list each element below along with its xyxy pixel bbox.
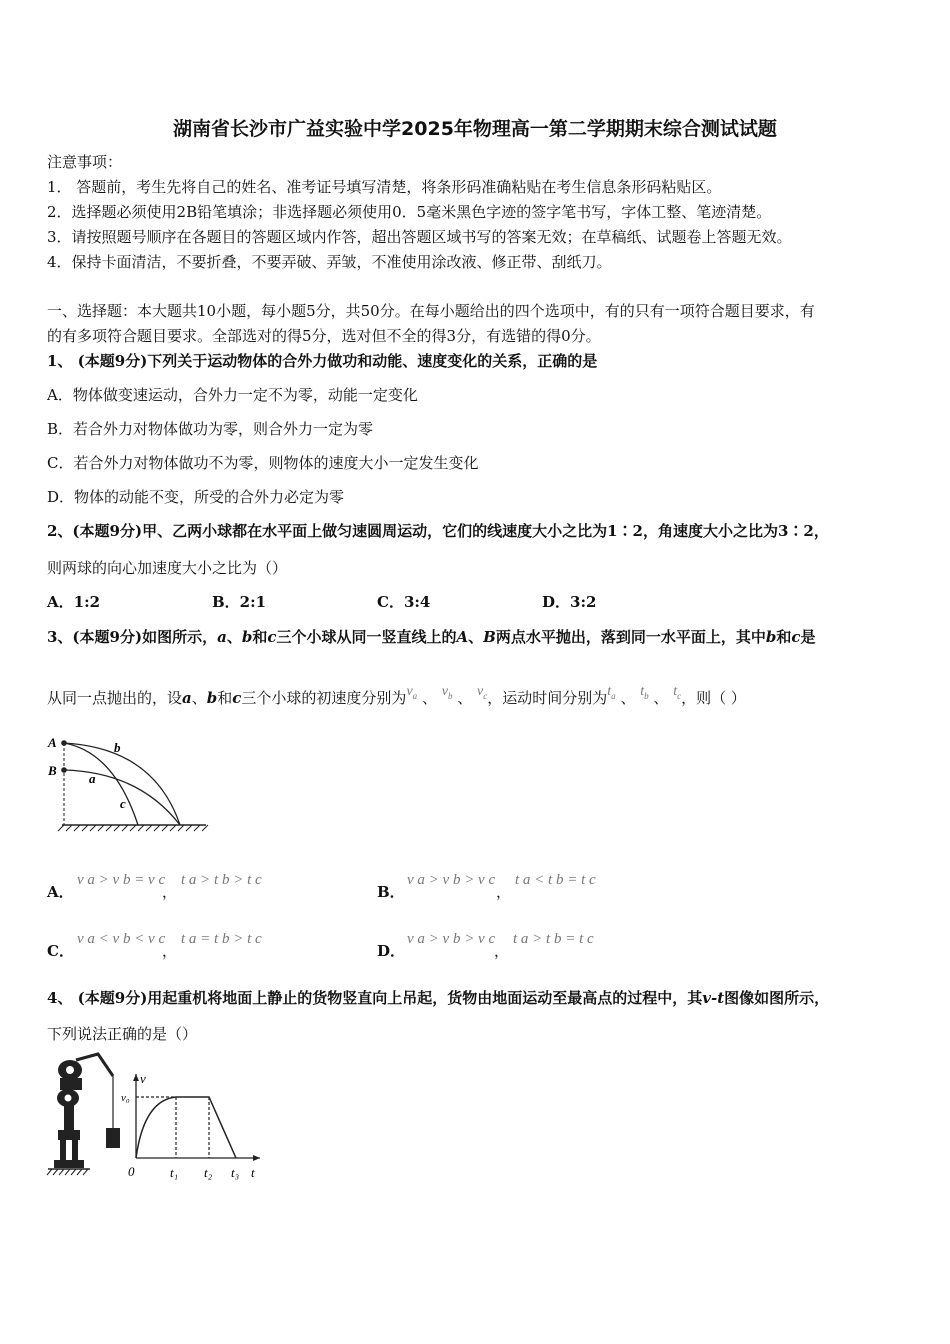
q2-stem-line-2: 则两球的向心加速度大小之比为（） bbox=[47, 559, 288, 577]
t3-label: t₃ bbox=[231, 1165, 240, 1180]
q3-option-c-label: C． bbox=[47, 942, 74, 960]
note-item-2: 2．选择题必须使用2B铅笔填涂；非选择题必须使用0．5毫米黑色字迹的签字笔书写，字体工整、笔迹清楚。 bbox=[47, 203, 772, 221]
q3-option-b-comma: ， bbox=[496, 883, 512, 901]
q3-option-c-v: v a < v b < v c bbox=[77, 931, 166, 947]
q2-option-d: D．3:2 bbox=[542, 593, 597, 611]
symbol-tb: $t_b$ bbox=[640, 684, 649, 701]
note-item-1: 1． 答题前，考生先将自己的姓名、准考证号填写清楚，将条形码准确粘贴在考生信息条形码粘贴区。 bbox=[47, 178, 722, 196]
symbol-vc: $v_c$ bbox=[477, 684, 488, 701]
q2-stem-line-1: 2、(本题9分)甲、乙两小球都在水平面上做匀速圆周运动，它们的线速度大小之比为1∶2，角速度大小之比为3∶2， bbox=[47, 522, 829, 540]
symbol-va: $v_a$ bbox=[406, 684, 418, 701]
v0-label: v₀ bbox=[121, 1092, 130, 1104]
q3-option-b-t: t a < t b = t c bbox=[515, 872, 596, 888]
q3-option-d-label: D． bbox=[377, 942, 406, 960]
q1-option-b: B．若合外力对物体做功为零，则合外力一定为零 bbox=[47, 420, 374, 438]
t-axis-label: t bbox=[251, 1165, 255, 1180]
curve-b-label: b bbox=[114, 740, 121, 755]
trajectory-b bbox=[64, 743, 180, 825]
q3-projectile-figure bbox=[44, 730, 214, 840]
q4-stem-line-1: 4、 (本题9分)用起重机将地面上静止的货物竖直向上吊起，货物由地面运动至最高点的过程中，其v-t图像如图所示， bbox=[47, 989, 830, 1007]
section-intro-line-2: 的有多项符合题目要求。全部选对的得5分，选对但不全的得3分，有选错的得0分。 bbox=[47, 327, 601, 345]
notes-heading: 注意事项： bbox=[47, 153, 123, 171]
q3-option-a-label: A． bbox=[47, 883, 74, 901]
q3-option-a-comma: ， bbox=[162, 883, 178, 901]
note-item-4: 4．保持卡面清洁，不要折叠，不要弄破、弄皱，不准使用涂改液、修正带、刮纸刀。 bbox=[47, 253, 612, 271]
q4-vt-graph bbox=[118, 1070, 266, 1184]
q1-stem: 1、 (本题9分)下列关于运动物体的合外力做功和动能、速度变化的关系，正确的是 bbox=[47, 352, 598, 370]
t2-label: t₂ bbox=[204, 1165, 213, 1180]
q4-stem-line-2: 下列说法正确的是（） bbox=[47, 1025, 198, 1043]
t1-label: t₁ bbox=[170, 1165, 179, 1180]
q2-option-c: C．3:4 bbox=[377, 593, 431, 611]
q3-stem-line-2: 从同一点抛出的，设a、b和c三个小球的初速度分别为$v_a$ 、 $v_b$ 、 $v_c$，运动时间分别为$t_a$ 、 $t_b$ 、 $t_c$，则（ ） bbox=[47, 684, 746, 707]
q3-option-d-comma: ， bbox=[494, 942, 510, 960]
symbol-tc: $t_c$ bbox=[673, 684, 682, 701]
q3-option-c-comma: ， bbox=[162, 942, 178, 960]
symbol-ta: $t_a$ bbox=[607, 684, 616, 701]
q3-option-a-t: t a > t b > t c bbox=[181, 872, 262, 888]
q3-option-d-t: t a > t b = t c bbox=[513, 931, 594, 947]
page-title: 湖南省长沙市广益实验中学2025年物理高一第二学期期末综合测试试题 bbox=[173, 118, 777, 140]
q3-stem-line-1: 3、(本题9分)如图所示，a、b和c三个小球从同一竖直线上的A、B两点水平抛出，落到同一水平面上，其中b和c是 bbox=[47, 628, 816, 646]
q3-option-b-v: v a > v b > v c bbox=[407, 872, 496, 888]
q3-option-d-v: v a > v b > v c bbox=[407, 931, 496, 947]
section-intro-line-1: 一、选择题：本大题共10小题，每小题5分，共50分。在每小题给出的四个选项中，有的只有一项符合题目要求，有 bbox=[47, 302, 815, 320]
vt-curve bbox=[136, 1097, 236, 1158]
q3-option-c-t: t a = t b > t c bbox=[181, 931, 262, 947]
point-A-label: A bbox=[48, 735, 57, 750]
q2-option-b: B．2:1 bbox=[212, 593, 267, 611]
q1-option-c: C．若合外力对物体做功不为零，则物体的速度大小一定发生变化 bbox=[47, 454, 479, 472]
curve-a-label: a bbox=[89, 771, 96, 786]
q1-option-a: A．物体做变速运动，合外力一定不为零，动能一定变化 bbox=[47, 386, 418, 404]
crane-icon bbox=[46, 1052, 128, 1182]
q2-option-a: A．1:2 bbox=[47, 593, 101, 611]
note-item-3: 3．请按照题号顺序在各题目的答题区域内作答，超出答题区域书写的答案无效；在草稿纸、试题卷上答题无效。 bbox=[47, 228, 792, 246]
origin-label: 0 bbox=[128, 1164, 135, 1179]
point-B-label: B bbox=[48, 763, 57, 778]
q1-option-d: D．物体的动能不变，所受的合外力必定为零 bbox=[47, 488, 345, 506]
q3-option-b-label: B． bbox=[377, 883, 405, 901]
q3-option-a-v: v a > v b = v c bbox=[77, 872, 166, 888]
symbol-vb: $v_b$ bbox=[441, 684, 453, 701]
curve-c-label: c bbox=[120, 796, 126, 811]
trajectory-c bbox=[64, 743, 138, 825]
v-axis-label: v bbox=[140, 1071, 146, 1086]
